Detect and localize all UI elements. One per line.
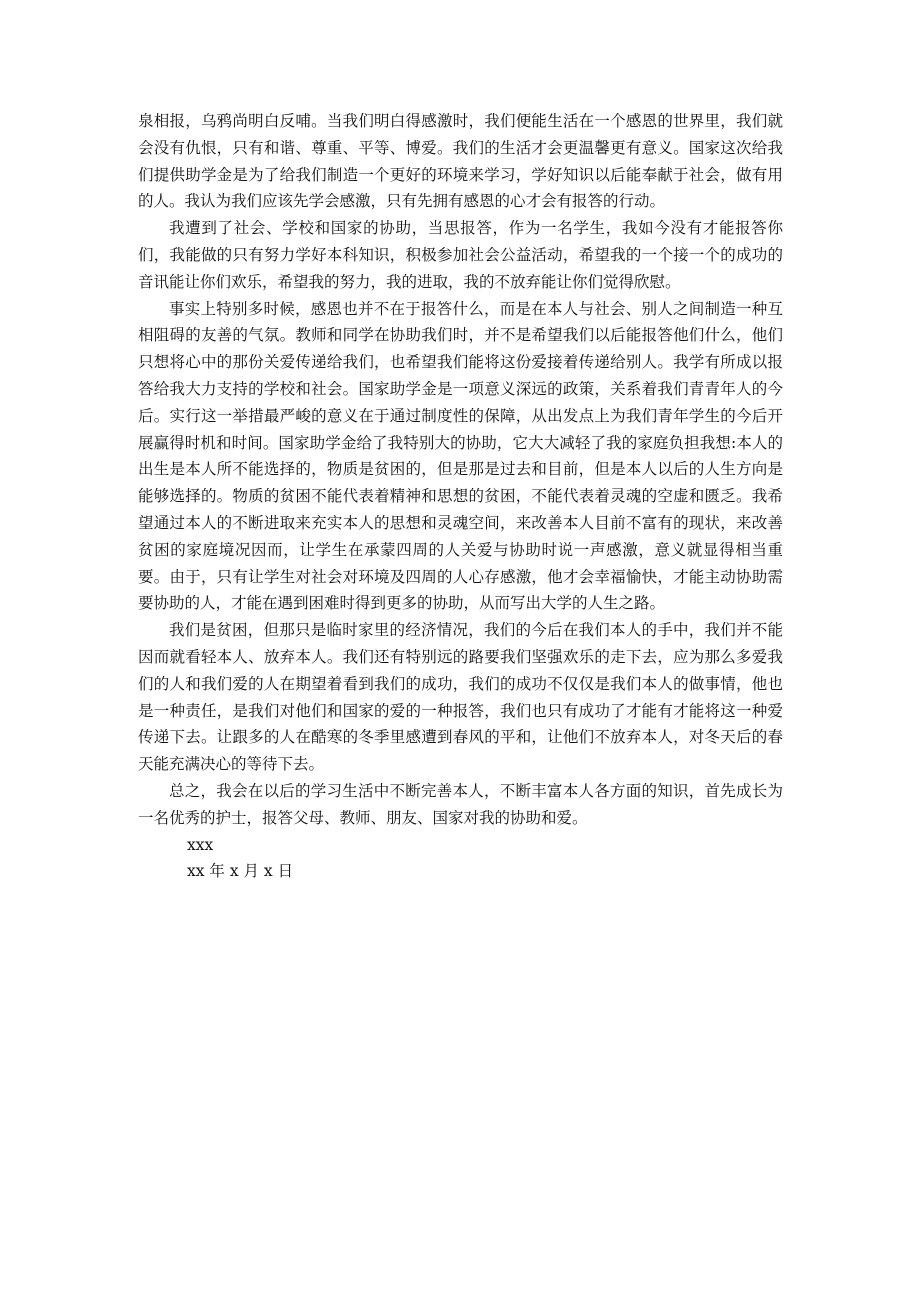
- signature-name: xxx: [187, 835, 214, 854]
- paragraph-2: 我遭到了社会、学校和国家的协助，当思报答，作为一名学生，我如今没有才能报答你们，我能做的只有努力学好本科知识，积极参加社会公益活动，希望我的一个接一个的成功的音讯能让你们欢乐，希望我的努力，我的进取，我的不放弃能让你们觉得欣慰。: [138, 219, 783, 291]
- letter-body: [138, 108, 783, 885]
- paragraph-5: 总之，我会在以后的学习生活中不断完善本人，不断丰富本人各方面的知识，首先成长为一名优秀的护士，报答父母、教师、朋友、国家对我的协助和爱。: [138, 781, 783, 827]
- paragraph-4: 我们是贫困，但那只是临时家里的经济情况，我们的今后在我们本人的手中，我们并不能因而就看轻本人、放弃本人。我们还有特别远的路要我们坚强欢乐的走下去，应为那么多爱我们的人和我们爱的人在期望着看到我们的成功，我们的成功不仅仅是我们本人的做事情，他也是一种责任，是我们对他们和国家的爱的一种报答，我们也只有成功了才能有才能将这一种爱传递下去。让跟多的人在酷寒的冬季里感遭到春风的平和，让他们不放弃本人，对冬天后的春天能充满决心的等待下去。: [138, 621, 783, 774]
- paragraph-1: 泉相报，乌鸦尚明白反哺。当我们明白得感激时，我们便能生活在一个感恩的世界里，我们就会没有仇恨，只有和谐、尊重、平等、博爱。我们的生活才会更温馨更有意义。国家这次给我们提供助学金是为了给我们制造一个更好的环境来学习，学好知识以后能奉献于社会，做有用的人。我认为我们应该先学会感激，只有先拥有感恩的心才会有报答的行动。: [138, 112, 783, 211]
- paragraph-3: 事实上特别多时候，感恩也并不在于报答什么，而是在本人与社会、别人之间制造一种互相阻碍的友善的气氛。教师和同学在协助我们时，并不是希望我们以后能报答他们什么，他们只想将心中的那份关爱传递给我们，也希望我们能将这份爱接着传递给别人。我学有所成以报答给我大力支持的学校和社会。国家助学金是一项意义深远的政策，关系着我们青青年人的今后。实行这一举措最严峻的意义在于通过制度性的保障，从出发点上为我们青年学生的今后开展赢得时机和时间。国家助学金给了我特别大的协助，它大大减轻了我的家庭负担我想:本人的出生是本人所不能选择的，物质是贫困的，但是那是过去和目前，但是本人以后的人生方向是能够选择的。物质的贫困不能代表着精神和思想的贫困，不能代表着灵魂的空虚和匮乏。我希望通过本人的不断进取来充实本人的思想和灵魂空间，来改善本人目前不富有的现状，来改善贫困的家庭境况因而，让学生在承蒙四周的人关爱与协助时说一声感激，意义就显得相当重要。由于，只有让学生对社会对环境及四周的人心存感激，他才会幸福愉快，才能主动协助需要协助的人，才能在遇到困难时得到更多的协助，从而写出大学的人生之路。: [138, 299, 783, 613]
- signature-date: xx 年 x 月 x 日: [187, 862, 294, 881]
